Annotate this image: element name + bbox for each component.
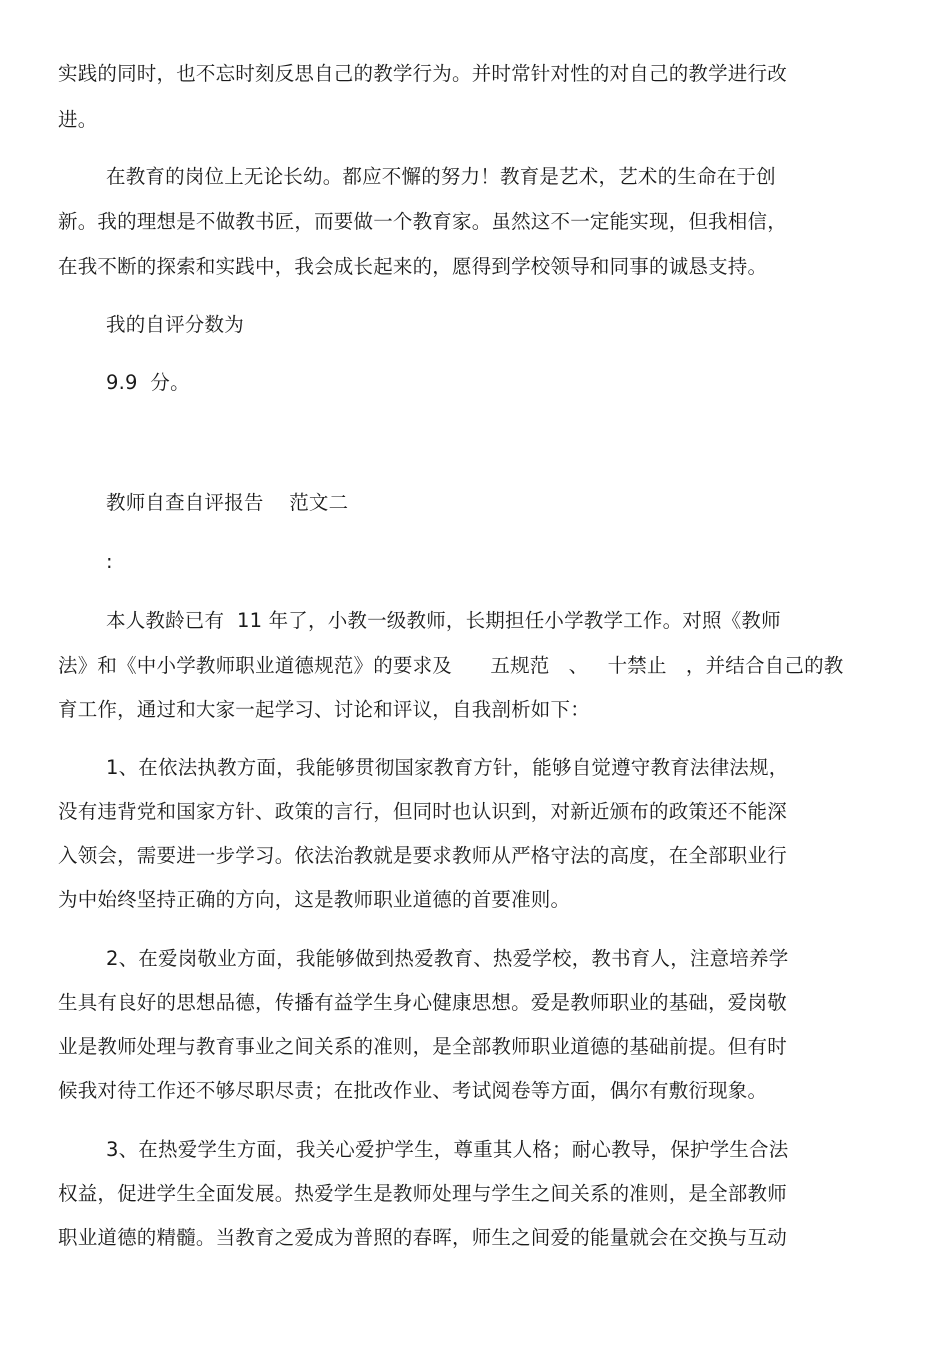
text-line: 在我不断的探索和实践中，我会成长起来的，愿得到学校领导和同事的诚恳支持。 <box>58 255 768 278</box>
text-line: 实践的同时，也不忘时刻反思自己的教学行为。并时常针对性的对自己的教学进行改 <box>58 62 787 85</box>
text-line: 育工作，通过和大家一起学习、讨论和评议，自我剖析如下： <box>58 698 590 721</box>
text-line: 为中始终坚持正确的方向，这是教师职业道德的首要准则。 <box>58 888 571 911</box>
text-line: 生具有良好的思想品德，传播有益学生身心健康思想。爱是教师职业的基础，爱岗敬 <box>58 991 787 1014</box>
text-line: 进。 <box>58 108 98 131</box>
section-title: 教师自查自评报告 范文二 <box>106 491 349 514</box>
paragraph-start-line: 在教育的岗位上无论长幼。都应不懈的努力！教育是艺术，艺术的生命在于创 <box>106 165 776 188</box>
self-score-value: 9.9 分。 <box>106 371 190 394</box>
text-line: 入领会，需要进一步学习。依法治教就是要求教师从严格守法的高度，在全部职业行 <box>58 844 787 867</box>
text-line: 法》和《中小学教师职业道德规范》的要求及 五规范 、 十禁止 ，并结合自己的教 <box>58 654 844 677</box>
text-line: 职业道德的精髓。当教育之爱成为普照的春晖，师生之间爱的能量就会在交换与互动 <box>58 1226 787 1249</box>
text-line: 没有违背党和国家方针、政策的言行，但同时也认识到，对新近颁布的政策还不能深 <box>58 800 787 823</box>
paragraph-start-line: 2、在爱岗敬业方面，我能够做到热爱教育、热爱学校，教书育人，注意培养学 <box>106 947 789 970</box>
text-line: 新。我的理想是不做教书匠，而要做一个教育家。虽然这不一定能实现，但我相信， <box>58 210 787 233</box>
text-line: 候我对待工作还不够尽职尽责；在批改作业、考试阅卷等方面，偶尔有敷衍现象。 <box>58 1079 768 1102</box>
paragraph-start-line: 1、在依法执教方面，我能够贯彻国家教育方针，能够自觉遵守教育法律法规， <box>106 756 789 779</box>
colon-line: : <box>106 550 113 573</box>
paragraph-start-line: 3、在热爱学生方面，我关心爱护学生，尊重其人格；耐心教导，保护学生合法 <box>106 1138 789 1161</box>
text-line: 业是教师处理与教育事业之间关系的准则，是全部教师职业道德的基础前提。但有时 <box>58 1035 787 1058</box>
paragraph-start-line: 本人教龄已有 11 年了，小教一级教师，长期担任小学教学工作。对照《教师 <box>106 609 781 632</box>
self-score-label: 我的自评分数为 <box>106 313 244 336</box>
text-line: 权益，促进学生全面发展。热爱学生是教师处理与学生之间关系的准则，是全部教师 <box>58 1182 787 1205</box>
